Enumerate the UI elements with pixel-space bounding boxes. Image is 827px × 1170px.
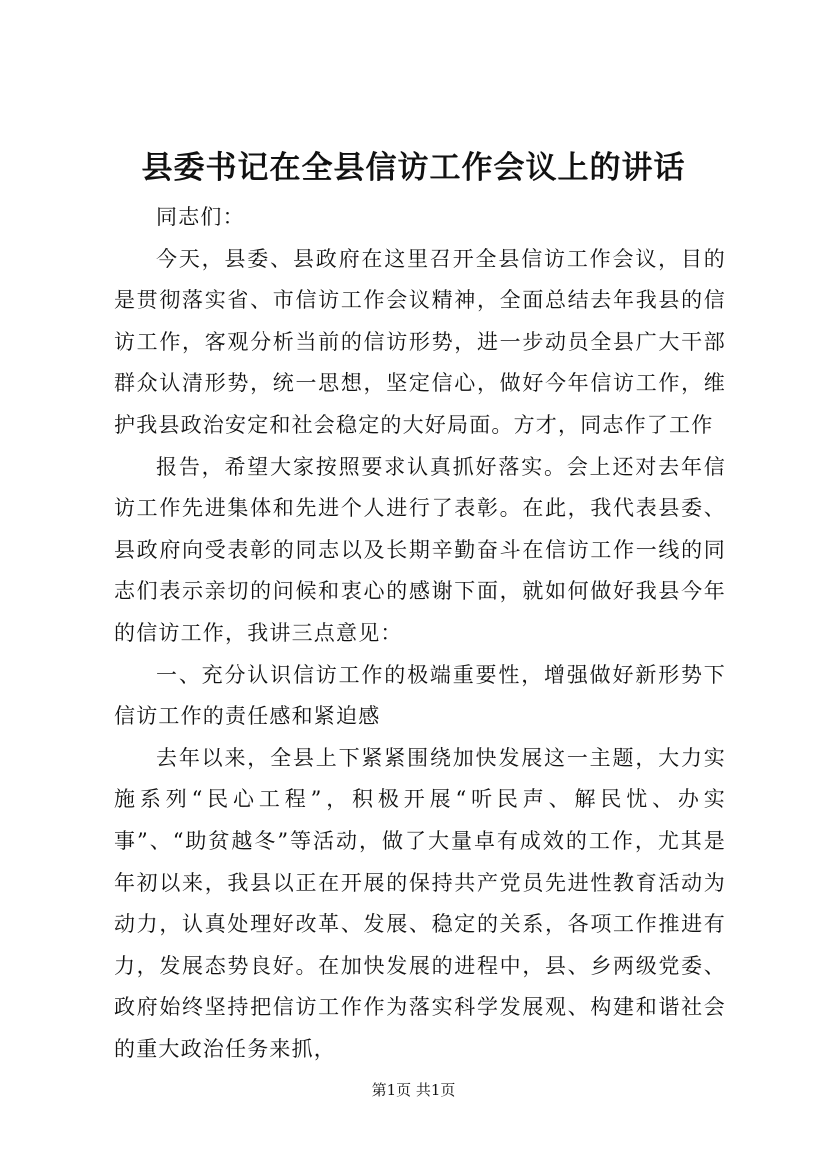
section-heading: 一、充分认识信访工作的极端重要性，增强做好新形势下信访工作的责任感和紧迫感	[114, 662, 726, 729]
body-paragraph: 报告，希望大家按照要求认真抓好落实。会上还对去年信访工作先进集体和先进个人进行了表彰。在此，我代表县委、县政府向受表彰的同志以及长期辛勤奋斗在信访工作一线的同志们表示亲切的问候和衷心的感谢下面，就如何做好我县今年的信访工作，我讲三点意见：	[114, 454, 726, 645]
page-footer: 第1页 共1页	[371, 1081, 456, 1099]
body-paragraph: 今天，县委、县政府在这里召开全县信访工作会议，目的是贯彻落实省、市信访工作会议精神，全面总结去年我县的信访工作，客观分析当前的信访形势，进一步动员全县广大干部群众认清形势，统一思想，坚定信心，做好今年信访工作，维护我县政治安定和社会稳定的大好局面。方才，同志作了工作	[114, 246, 726, 437]
salutation-paragraph: 同志们：	[156, 205, 245, 229]
document-title: 县委书记在全县信访工作会议上的讲话	[141, 150, 686, 186]
body-paragraph: 去年以来，全县上下紧紧围绕加快发展这一主题，大力实施系列“民心工程”，积极开展“听民声、解民忧、办实事”、“助贫越冬”等活动，做了大量卓有成效的工作，尤其是年初以来，我县以正在开展的保持共产党员先进性教育活动为动力，认真处理好改革、发展、稳定的关系，各项工作推进有力，发展态势良好。在加快发展的进程中，县、乡两级党委、政府始终坚持把信访工作作为落实科学发展观、构建和谐社会的重大政治任务来抓，	[114, 745, 726, 1061]
document-body	[114, 197, 726, 1070]
